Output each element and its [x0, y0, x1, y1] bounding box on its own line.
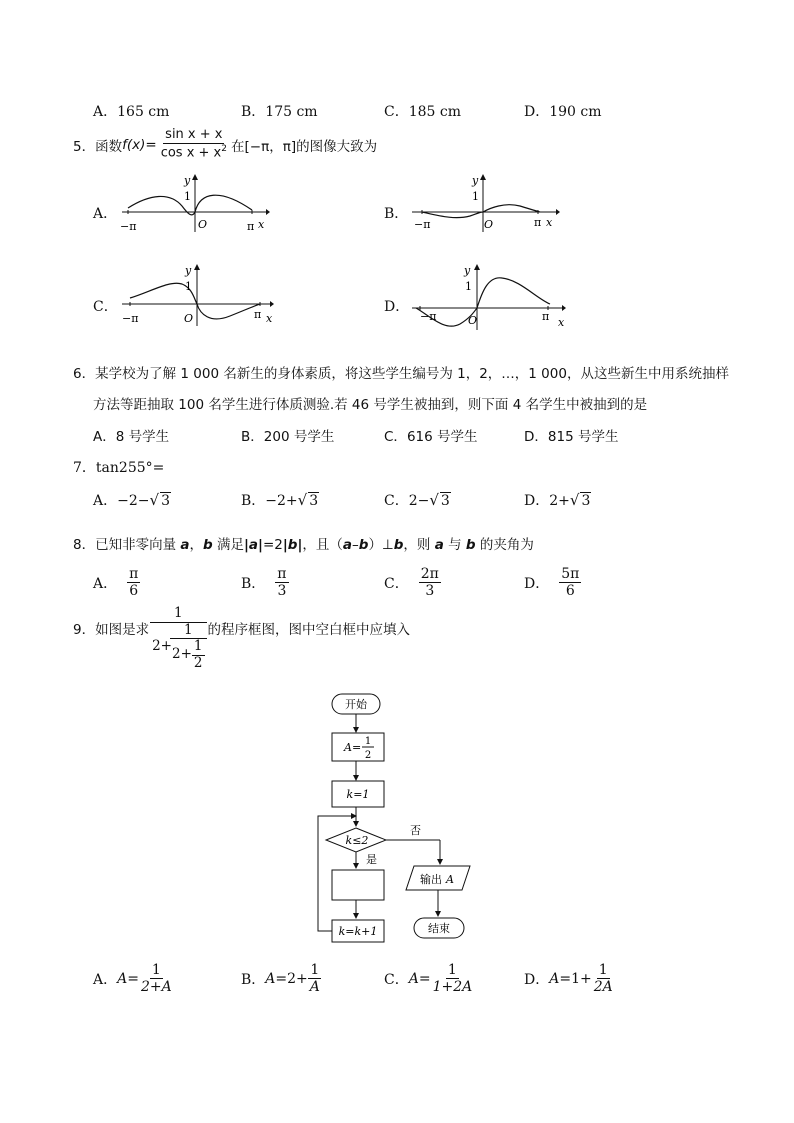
sqrt-icon: √	[297, 491, 308, 509]
svg-text:k=1: k=1	[346, 788, 370, 801]
svg-text:π: π	[254, 308, 262, 321]
flow-blank-box	[332, 870, 384, 900]
svg-text:1: 1	[472, 190, 479, 203]
q5-option-c-label: C．	[93, 299, 118, 315]
q6-option-a: A．8 号学生	[93, 429, 170, 445]
svg-text:x: x	[258, 218, 265, 231]
svg-text:π: π	[534, 216, 542, 229]
svg-text:1: 1	[184, 190, 191, 203]
svg-text:y: y	[464, 264, 471, 277]
q5-option-b-label: B．	[384, 206, 409, 222]
svg-text:x: x	[558, 316, 565, 329]
svg-text:π: π	[542, 310, 550, 323]
q6-option-b: B．200 号学生	[241, 429, 335, 445]
q5-option-d-label: D．	[384, 299, 410, 315]
svg-text:y: y	[184, 174, 191, 187]
svg-text:A=: A=	[344, 741, 362, 754]
svg-text:否: 否	[410, 824, 421, 837]
q9-continued-fraction: 1 2+ 1 2+ $\frac{1}{2}$	[152, 606, 204, 671]
sqrt-icon: √	[569, 491, 580, 509]
svg-text:O: O	[198, 218, 208, 231]
q5-graph-a	[120, 172, 270, 234]
svg-text:k=k+1: k=k+1	[338, 925, 378, 938]
q7-stem: 7．tan255°=	[73, 460, 165, 476]
q9-option-d: D． A= 1+ $\frac{1}{2A}$	[524, 962, 613, 996]
q8-option-a: A． $\frac{\pi}{6}$	[93, 566, 139, 600]
svg-text:O: O	[484, 218, 494, 231]
q8-option-d: D． $\frac{5\pi}{6}$	[524, 566, 580, 600]
svg-text:−π: −π	[420, 310, 437, 323]
svg-text:1: 1	[185, 280, 192, 293]
sqrt-icon: √	[429, 491, 439, 509]
svg-text:−π: −π	[414, 218, 431, 231]
svg-text:x: x	[266, 312, 273, 325]
q8-option-c: C． $\frac{2\pi}{3}$	[384, 566, 439, 600]
q4-option-d: D．190 cm	[524, 104, 602, 120]
q8-option-b: B． $\frac{\pi}{3}$	[241, 566, 287, 600]
svg-text:是: 是	[366, 853, 377, 866]
svg-text:−π: −π	[122, 312, 139, 325]
q8-stem: 8．已知非零向量 a，b 满足|a|=2|b|，且（a–b）⊥b，则 a 与 b 的夹角为	[73, 537, 534, 553]
q7-option-d: D．2+√ 3	[524, 491, 591, 509]
svg-text:π: π	[247, 220, 255, 233]
q6-stem-line2: 方法等距抽取 100 名学生进行体质测验.若 46 号学生被抽到，则下面 4 名学生中被抽到的是	[93, 397, 648, 413]
q7-option-a: A．−2−√ 3	[93, 491, 170, 509]
q4-option-b: B．175 cm	[241, 104, 318, 120]
q5-stem: 5． 函数 f(x)= $\frac{\text{sin x + x}}{\cos x + x^2}$ 在[−π，π]的图像大致为	[73, 127, 378, 161]
svg-text:y: y	[185, 264, 192, 277]
q7-option-c: C．2−√ 3	[384, 491, 450, 509]
svg-text:开始: 开始	[345, 698, 367, 711]
svg-text:−π: −π	[120, 220, 137, 233]
svg-text:1: 1	[364, 736, 372, 747]
svg-text:k≤2: k≤2	[345, 834, 369, 847]
q9-option-c: C． A= $\frac{1}{1+2A}$	[384, 962, 473, 996]
q4-option-a: A．165 cm	[93, 104, 170, 120]
svg-text:1: 1	[465, 280, 472, 293]
q6-stem-line1: 6．某学校为了解 1 000 名新生的身体素质，将这些学生编号为 1，2，…，1 000，从这些新生中用系统抽样	[73, 366, 729, 382]
q9-option-b: B． A= 2+ $\frac{1}{A}$	[241, 962, 320, 996]
svg-text:O: O	[184, 312, 194, 325]
sqrt-icon: √	[149, 491, 160, 509]
svg-text:A: A	[446, 873, 454, 886]
q5-graph-d	[410, 262, 570, 332]
q5-option-a-label: A．	[93, 206, 118, 222]
q4-option-c: C．185 cm	[384, 104, 462, 120]
svg-text:2: 2	[364, 750, 372, 761]
q9-stem: 9． 如图是求 1 2+ 1 2+ $\frac{1}{2}$ 的程序框图，图中空白框中应填入	[73, 605, 410, 671]
q7-option-b: B．−2+√ 3	[241, 491, 319, 509]
q5-fraction: $\frac{\text{sin x + x}}{\cos x + x^2}$	[160, 127, 227, 161]
svg-text:y: y	[472, 174, 479, 187]
q6-option-c: C．616 号学生	[384, 429, 478, 445]
svg-text:x: x	[546, 216, 553, 229]
svg-text:O: O	[468, 314, 478, 327]
svg-text:结束: 结束	[428, 922, 450, 935]
q5-graph-b	[410, 172, 560, 234]
q6-option-d: D．815 号学生	[524, 429, 619, 445]
svg-text:输出: 输出	[420, 873, 442, 886]
q9-flowchart	[310, 690, 490, 946]
q9-option-a: A． A= $\frac{1}{2+A}$	[93, 962, 172, 996]
q5-graph-c	[120, 262, 275, 328]
